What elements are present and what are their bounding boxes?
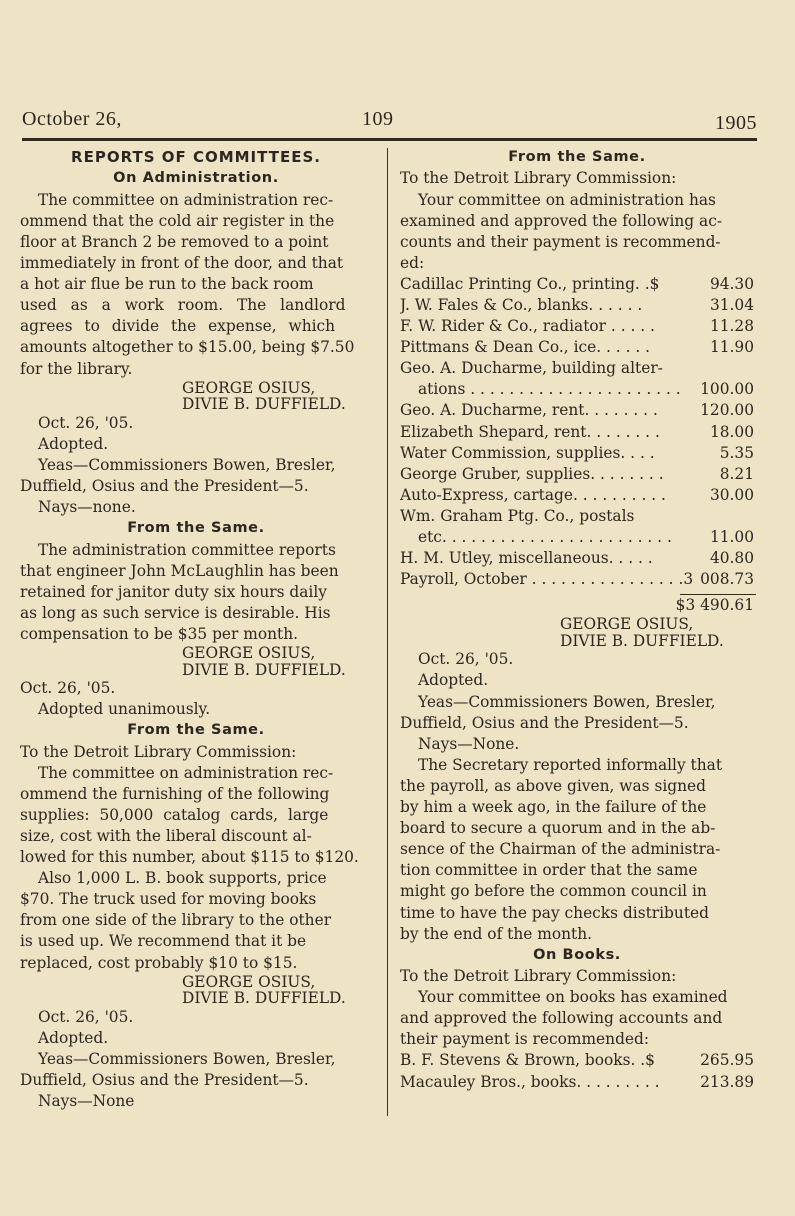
text-line: Also 1,000 L. B. book supports, price	[38, 869, 327, 888]
text-line: The Secretary reported informally that	[418, 755, 723, 774]
account-row	[400, 527, 754, 548]
text-line: a hot air flue be run to the back room	[20, 275, 314, 294]
text-line: board to secure a quorum and in the ab-	[400, 819, 716, 838]
signatory: DIVIE B. DUFFIELD.	[182, 989, 346, 1008]
text-line: and approved the following accounts and	[400, 1009, 723, 1028]
account-payee: J. W. Fales & Co., blanks. . . . . .	[400, 295, 643, 314]
text-line: floor at Branch 2 be removed to a point	[20, 233, 329, 251]
signatory: DIVIE B. DUFFIELD.	[182, 395, 346, 414]
account-row	[400, 358, 754, 379]
text-line: used as a work room. The landlord	[20, 296, 346, 315]
text-line: sence of the Chairman of the administra-	[400, 840, 721, 859]
page-number: 109	[362, 108, 394, 130]
accounts-list	[400, 274, 754, 590]
subheading-administration: On Administration.	[113, 170, 279, 187]
text-line: counts and their payment is recommend-	[400, 232, 721, 251]
subheading-on-books: On Books.	[533, 946, 621, 963]
addressee: To the Detroit Library Commission:	[20, 742, 297, 761]
paragraph-payroll	[400, 755, 754, 945]
adopted-note: Adopted.	[418, 671, 489, 690]
account-amount: 31.04	[709, 295, 754, 314]
account-payee: ations . . . . . . . . . . . . . . . . . . . . . .	[418, 380, 681, 399]
yeas-line: Yeas—Commissioners Bowen, Bresler,	[38, 455, 336, 474]
text-line: tion committee in order that the same	[400, 861, 698, 880]
adopted-note: Adopted.	[38, 434, 109, 453]
subheading-from-same: From the Same.	[127, 722, 265, 739]
text-line: examined and approved the following ac-	[400, 211, 723, 230]
text-line: size, cost with the liberal discount al-	[20, 826, 312, 845]
text-line: the payroll, as above given, was signed	[400, 776, 706, 795]
report-date: Oct. 26, '05.	[418, 650, 514, 669]
report-date: Oct. 26, '05.	[38, 413, 134, 432]
account-amount: 008.73	[700, 570, 754, 589]
column-divider	[387, 148, 388, 1116]
signature-block	[20, 645, 372, 678]
text-line: lowed for this number, about $115 to $120.	[20, 848, 359, 867]
nays-line: Nays—None	[38, 1092, 135, 1110]
account-row	[400, 1050, 754, 1071]
account-amount: 265.95	[700, 1051, 754, 1070]
yeas-line: Yeas—Commissioners Bowen, Bresler,	[418, 692, 716, 711]
text-line: time to have the pay checks distributed	[400, 903, 709, 922]
account-payee: etc. . . . . . . . . . . . . . . . . . . . . . . .	[418, 528, 672, 546]
text-line: $70. The truck used for moving books	[20, 890, 317, 909]
signatory: DIVIE B. DUFFIELD.	[560, 631, 724, 650]
account-row	[400, 422, 754, 443]
account-amount: 120.00	[700, 401, 754, 420]
nays-line: Nays—None.	[418, 734, 520, 753]
account-row	[400, 485, 754, 506]
account-payee: Cadillac Printing Co., printing. .$	[400, 274, 660, 293]
text-line: The committee on administration rec-	[38, 190, 334, 209]
paragraph-books	[400, 987, 754, 1050]
account-amount: 5.35	[719, 443, 754, 462]
account-row	[400, 337, 754, 358]
account-payee: Water Commission, supplies. . . .	[400, 443, 655, 462]
subheading-from-same: From the Same.	[127, 520, 265, 537]
account-row	[400, 274, 754, 295]
text-line: might go before the common council in	[400, 882, 707, 901]
header-rule	[22, 138, 757, 141]
yeas-line: Duffield, Osius and the President—5.	[20, 476, 309, 495]
account-row	[400, 506, 754, 527]
account-payee: Macauley Bros., books. . . . . . . . .	[400, 1072, 660, 1091]
account-payee: Wm. Graham Ptg. Co., postals	[400, 506, 635, 525]
paragraph-register	[20, 190, 372, 380]
text-line: their payment is recommended:	[400, 1030, 650, 1049]
text-line: that engineer John McLaughlin has been	[20, 561, 339, 580]
adopted-note: Adopted unanimously.	[38, 700, 211, 719]
text-line: by him a week ago, in the failure of the	[400, 798, 707, 817]
signature-block	[20, 380, 372, 413]
addressee: To the Detroit Library Commission:	[400, 169, 677, 188]
yeas-line: Duffield, Osius and the President—5.	[20, 1070, 309, 1089]
signatory: GEORGE OSIUS,	[182, 644, 316, 662]
account-amount: 94.30	[709, 274, 754, 293]
text-line: from one side of the library to the other	[20, 911, 332, 930]
nays-line: Nays—none.	[38, 498, 136, 517]
signatory: GEORGE OSIUS,	[182, 972, 316, 991]
text-line: ommend the furnishing of the following	[20, 784, 330, 803]
account-amount: 18.00	[709, 422, 754, 441]
text-line: agrees to divide the expense, which	[20, 317, 336, 336]
text-line: Your committee on books has examined	[418, 988, 728, 1007]
text-line: replaced, cost probably $10 to $15.	[20, 953, 298, 972]
account-payee: Geo. A. Ducharme, building alter-	[400, 359, 663, 378]
text-line: compensation to be $35 per month.	[20, 624, 299, 643]
text-line: Your committee on administration has	[418, 190, 716, 209]
running-head	[22, 104, 757, 134]
account-payee: George Gruber, supplies. . . . . . . .	[400, 464, 664, 483]
text-line: as long as such service is desirable. His	[20, 603, 331, 622]
account-payee: B. F. Stevens & Brown, books. .$	[400, 1051, 655, 1070]
account-row	[400, 1072, 754, 1093]
text-line: retained for janitor duty six hours daily	[20, 582, 327, 601]
signatory: DIVIE B. DUFFIELD.	[182, 660, 346, 679]
yeas-line: Duffield, Osius and the President—5.	[400, 713, 689, 732]
signatory: GEORGE OSIUS,	[182, 378, 316, 397]
account-payee: Geo. A. Ducharme, rent. . . . . . . .	[400, 401, 658, 420]
text-line: ommend that the cold air register in the	[20, 211, 335, 230]
signature-block	[400, 616, 754, 649]
paragraph-accounts-intro	[400, 190, 754, 274]
text-line: The administration committee reports	[38, 540, 336, 559]
paragraph-janitor	[20, 540, 372, 645]
account-amount: 40.80	[709, 549, 754, 568]
account-row	[400, 443, 754, 464]
account-row	[400, 295, 754, 316]
account-row	[400, 400, 754, 421]
account-amount: 11.00	[709, 528, 754, 546]
account-payee: Payroll, October . . . . . . . . . . . . . . . .3	[400, 570, 694, 589]
account-amount: 8.21	[719, 464, 754, 483]
report-date: Oct. 26, '05.	[38, 1007, 134, 1026]
books-accounts-list	[400, 1050, 754, 1092]
account-row	[400, 379, 754, 400]
text-line: is used up. We recommend that it be	[20, 932, 307, 951]
account-row	[400, 548, 754, 569]
paragraph-supplies	[20, 763, 372, 868]
left-column	[20, 147, 372, 1112]
account-payee: Elizabeth Shepard, rent. . . . . . . .	[400, 422, 660, 441]
right-column	[400, 147, 754, 1093]
account-payee: Pittmans & Dean Co., ice. . . . . .	[400, 338, 651, 357]
account-row	[400, 464, 754, 485]
accounts-total: $3 490.61	[675, 596, 754, 615]
account-amount: 11.90	[709, 338, 754, 357]
paragraph-book-supports	[20, 868, 372, 973]
header-year: 1905	[715, 112, 757, 134]
account-payee: H. M. Utley, miscellaneous. . . . .	[400, 549, 653, 568]
text-line: for the library.	[20, 359, 133, 378]
account-amount: 213.89	[700, 1072, 754, 1091]
text-line: The committee on administration rec-	[38, 763, 334, 782]
adopted-note: Adopted.	[38, 1028, 109, 1047]
subheading-from-same: From the Same.	[508, 149, 646, 165]
account-row	[400, 316, 754, 337]
account-amount: 30.00	[709, 485, 754, 504]
text-line: ed:	[400, 253, 425, 272]
signature-block	[20, 974, 372, 1007]
text-line: by the end of the month.	[400, 924, 593, 943]
text-line: amounts altogether to $15.00, being $7.50	[20, 338, 355, 357]
signatory: GEORGE OSIUS,	[560, 615, 694, 634]
text-line: immediately in front of the door, and that	[20, 254, 344, 273]
section-heading: REPORTS OF COMMITTEES.	[71, 148, 321, 166]
account-payee: F. W. Rider & Co., radiator . . . . .	[400, 317, 655, 336]
text-line: supplies: 50,000 catalog cards, large	[20, 805, 329, 824]
header-date: October 26,	[22, 108, 122, 130]
report-date: Oct. 26, '05.	[20, 679, 116, 697]
yeas-line: Yeas—Commissioners Bowen, Bresler,	[38, 1049, 336, 1068]
account-amount: 11.28	[709, 317, 754, 336]
account-row	[400, 569, 754, 590]
addressee: To the Detroit Library Commission:	[400, 967, 677, 986]
account-payee: Auto-Express, cartage. . . . . . . . . .	[400, 485, 666, 504]
account-amount: 100.00	[700, 380, 754, 399]
